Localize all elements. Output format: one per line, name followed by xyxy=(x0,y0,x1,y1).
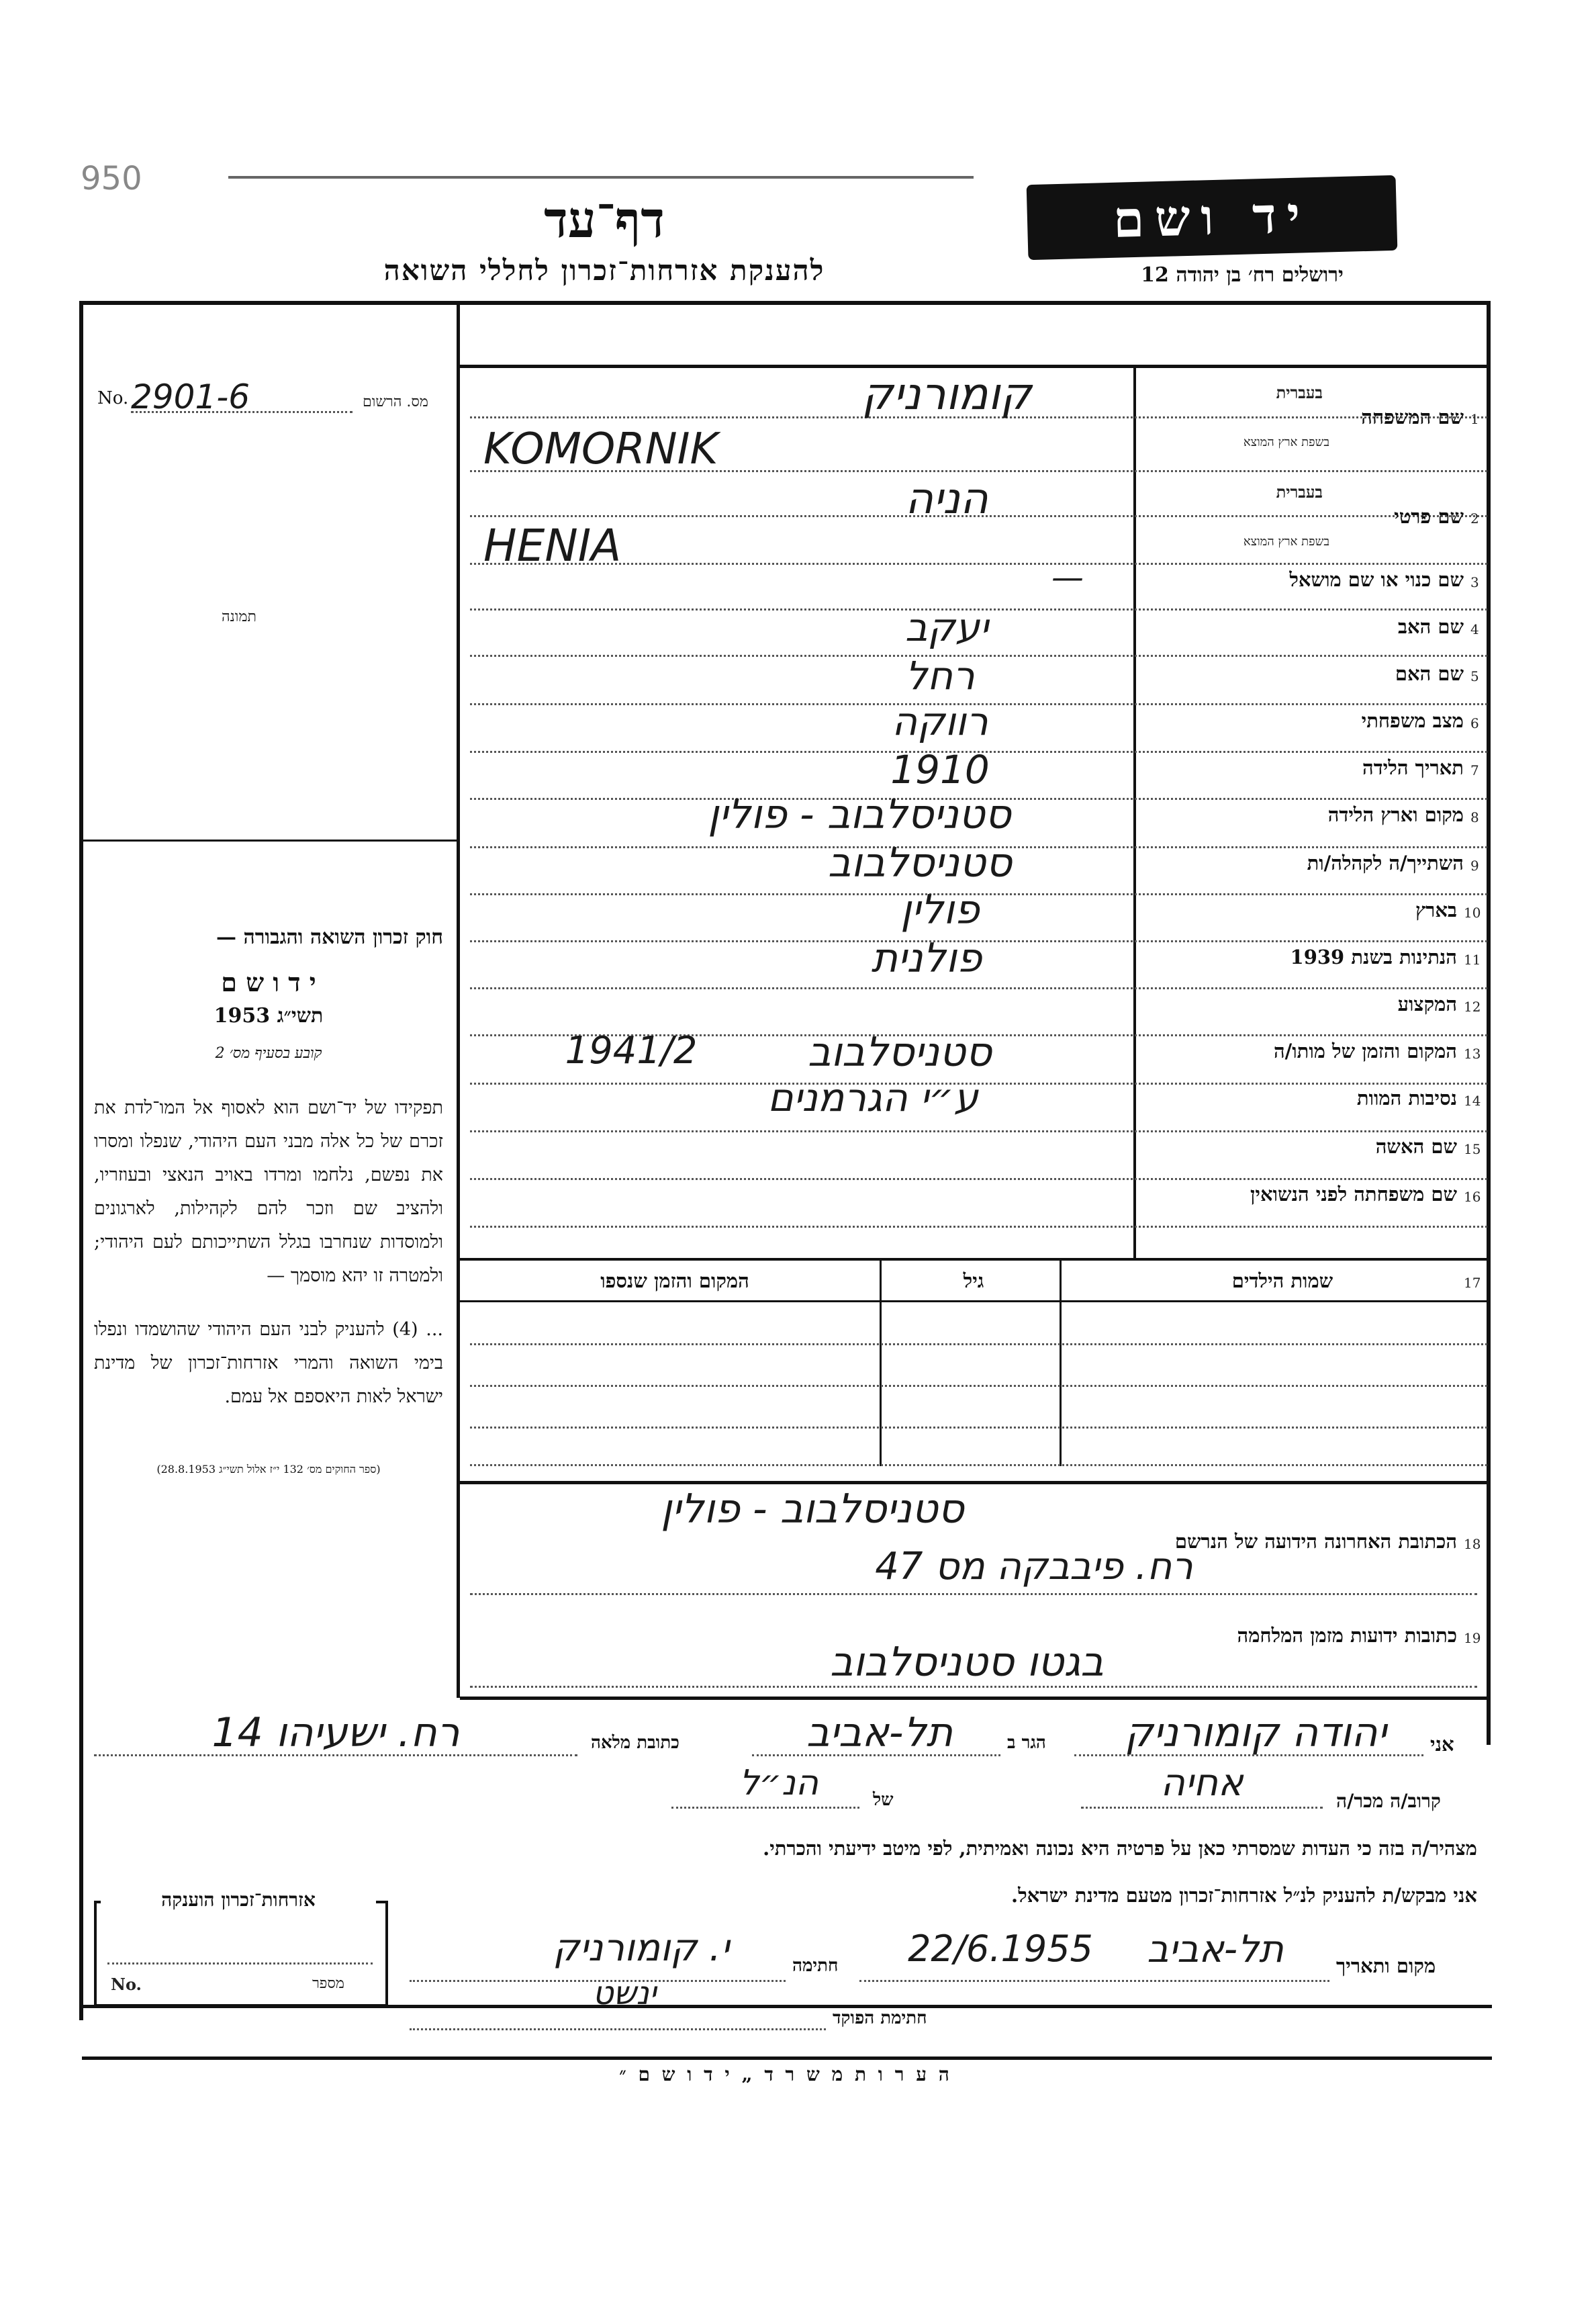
of-value: הנ״ל xyxy=(739,1763,818,1803)
children-col-place: המקום והזמן שנספו xyxy=(600,1269,749,1292)
place-date-label: מקום ותאריך xyxy=(1336,1954,1436,1977)
field-15-label: שם האשה xyxy=(1375,1135,1457,1158)
citizenship-box-num-label: מספר xyxy=(312,1975,344,1992)
scribble: 950 xyxy=(81,160,142,197)
citizenship-box-title: אזרחות־זכרון הוענקה xyxy=(101,1889,376,1911)
field-3-label: שם כנוי או שם מושאל xyxy=(1289,568,1464,591)
field-16-label: שם משפחתה לפני הנשואין xyxy=(1250,1183,1457,1206)
children-col-age: גיל xyxy=(963,1269,984,1292)
field-2-number: 2 xyxy=(1470,510,1479,527)
field-15-number: 15 xyxy=(1464,1141,1481,1157)
field-9-number: 9 xyxy=(1470,858,1479,874)
field-1-number: 1 xyxy=(1470,411,1479,427)
field-19-number: 19 xyxy=(1464,1630,1481,1646)
nickname-value: — xyxy=(1051,559,1084,596)
law-year: תשי״ג 1953 xyxy=(214,1004,324,1028)
field-18-label: הכתובת האחרונה הידועה של הנרשם xyxy=(1174,1530,1457,1553)
field-17-number: 17 xyxy=(1464,1275,1481,1291)
country-value: פולין xyxy=(900,887,980,934)
community-value: סטניסלבוב xyxy=(827,840,1013,887)
law-heading: חוק זכרון השואה והגבורה — xyxy=(216,925,443,949)
wartime-address-value: בגטו סטניסלבוב xyxy=(830,1639,1104,1686)
citizenship-value: פולנית xyxy=(871,935,982,982)
field-9-label: השתייך/ה לקהלה/ות xyxy=(1307,852,1464,874)
field-16-number: 16 xyxy=(1464,1189,1481,1205)
field-5-label: שם האם xyxy=(1395,662,1464,685)
field-18-number: 18 xyxy=(1464,1536,1481,1552)
last-address-value-2: רח. פיבבקה מס 47 xyxy=(875,1545,1193,1588)
field-1-label: שם המשפחה xyxy=(1361,406,1464,428)
page-subtitle: להענקת אזרחות־זכרון לחללי השואה xyxy=(383,254,825,287)
declarant-name: יהודה קומורניק xyxy=(1125,1709,1387,1756)
field-10-label: בארץ xyxy=(1415,899,1457,921)
registry-number: 2901-6 xyxy=(131,377,250,416)
declarant-address-label: כתובת מלאה xyxy=(591,1733,679,1753)
given-name-hebrew: הניה xyxy=(905,474,988,524)
field-11-label: הנתינות בשנת 1939 xyxy=(1290,946,1457,968)
death-circumstances-value: ע״י הגרמנים xyxy=(767,1075,978,1120)
given-name-latin: HENIA xyxy=(483,520,622,572)
field-12-number: 12 xyxy=(1464,999,1481,1015)
birth-place-value: סטניסלבוב - פולין xyxy=(708,791,1011,838)
declaration-1: מצהיר/ה בזה כי העדות שמסרתי כאן על פרטיה היא נכונה ואמיתית, לפי מיטב ידיעתי והכרתי. xyxy=(763,1837,1477,1860)
marital-status-value: רווקה xyxy=(892,698,988,744)
field-19-label: כתובות ידועות מזמן המלחמה xyxy=(1237,1624,1457,1647)
death-place-value: סטניסלבוב xyxy=(807,1029,992,1076)
field-11-number: 11 xyxy=(1464,952,1481,968)
declarant-street: רח. ישעיהו 14 xyxy=(212,1709,460,1756)
signature-label: חתימה xyxy=(792,1956,839,1976)
officer-signature-value: ינשט xyxy=(592,1975,657,2012)
mother-name-value: רחל xyxy=(905,653,975,698)
logo-address: ירושלים רח׳ בן יהודה 12 xyxy=(1141,263,1344,287)
registry-no-label: No. xyxy=(97,388,129,408)
field-6-number: 6 xyxy=(1470,715,1479,731)
field-14-label: נסיבות המוות xyxy=(1356,1087,1457,1110)
field-13-label: המקום והזמן של מותו/ה xyxy=(1273,1040,1457,1063)
field-6-label: מצב משפחתי xyxy=(1361,709,1464,732)
field-3-number: 3 xyxy=(1470,574,1479,590)
signing-place: תל-אביב xyxy=(1147,1928,1284,1971)
field-1-hebrew-sub: בעברית xyxy=(1276,383,1323,402)
family-name-latin: KOMORNIK xyxy=(483,424,718,474)
logo: יד ושם xyxy=(1027,175,1398,260)
signature-value: י. קומורניק xyxy=(553,1926,730,1970)
children-col-names: שמות הילדים xyxy=(1231,1269,1333,1292)
father-name-value: יעקב xyxy=(905,604,988,650)
law-text-1: תפקידו של יד־ושם הוא לאסוף אל המו־לדת את זכרם של כל אלה מבני העם היהודי, שנפלו ומסרו את נפשם, נלחמו ומרדו באויב הנאצי ובעוזריו, ולהציב שם וזכר להם לקהילות, לארגונים ולמוסדות שנחרבו בגלל השתייכותם לעם היהודי; ולמטרה זו יהא מוסמך — xyxy=(94,1097,443,1286)
law-clause: קובע בסעיף מס׳ 2 xyxy=(215,1045,322,1062)
photo-label: תמונה xyxy=(222,608,256,625)
page-title: דף־עד xyxy=(544,191,665,249)
field-8-number: 8 xyxy=(1470,809,1479,825)
field-2-hebrew-sub: בעברית xyxy=(1276,482,1323,502)
law-source: (ספר החוקים מס׳ 132 י״ז אלול תשי״ג 28.8.1953) xyxy=(156,1463,381,1476)
declaration-2: אני מבקש/ת להעניק לנ״ל אזרחות־זכרון מטעם מדינת ישראל. xyxy=(1011,1884,1477,1907)
field-12-label: המקצוע xyxy=(1397,993,1457,1015)
law-name: י ד ו ש ם xyxy=(221,967,316,997)
field-8-label: מקום וארץ הלידה xyxy=(1327,803,1464,826)
registry-label: מס. הרשום xyxy=(363,394,428,410)
field-4-label: שם האב xyxy=(1397,615,1464,638)
declarant-ani: אני xyxy=(1430,1733,1454,1756)
signing-date: 22/6.1955 xyxy=(908,1928,1093,1970)
declarant-city: תל-אביב xyxy=(806,1709,953,1756)
field-7-label: תאריך הלידה xyxy=(1362,756,1464,779)
birth-date-value: 1910 xyxy=(890,747,990,793)
field-2-label: שם פרטי xyxy=(1394,505,1464,528)
family-name-hebrew: קומורניק xyxy=(861,368,1032,420)
field-4-number: 4 xyxy=(1470,621,1479,637)
field-1-origin-sub: בשפת ארץ המוצא xyxy=(1243,435,1329,449)
field-2-origin-sub: בשפת ארץ המוצא xyxy=(1243,535,1329,549)
officer-signature-label: חתימת הפוקד xyxy=(833,2008,927,2028)
field-14-number: 14 xyxy=(1464,1093,1481,1109)
footer-remarks: ה ע ר ו ת מ ש ר ד „ י ד ו ש ם ״ xyxy=(619,2063,952,2085)
field-5-number: 5 xyxy=(1470,668,1479,684)
citizenship-box-no: No. xyxy=(111,1975,142,1994)
relation-label: קרוב/ה מכר/ה xyxy=(1336,1790,1441,1812)
relation-value: אחיה xyxy=(1160,1761,1243,1805)
of-label: של xyxy=(873,1790,894,1810)
declarant-resides-label: הגר ב xyxy=(1007,1733,1046,1753)
field-7-number: 7 xyxy=(1470,762,1479,778)
field-10-number: 10 xyxy=(1464,905,1481,921)
field-13-number: 13 xyxy=(1464,1046,1481,1062)
death-date-value: 1941/2 xyxy=(565,1029,698,1073)
law-text-2: ... (4) להעניק לבני העם היהודי שהושמדו ונפלו בימי השואה והמרי אזרחות־זכרון של מדינת ישראל לאות היאספם אל עמם. xyxy=(94,1319,443,1407)
last-address-value-1: סטניסלבוב - פולין xyxy=(661,1486,964,1533)
